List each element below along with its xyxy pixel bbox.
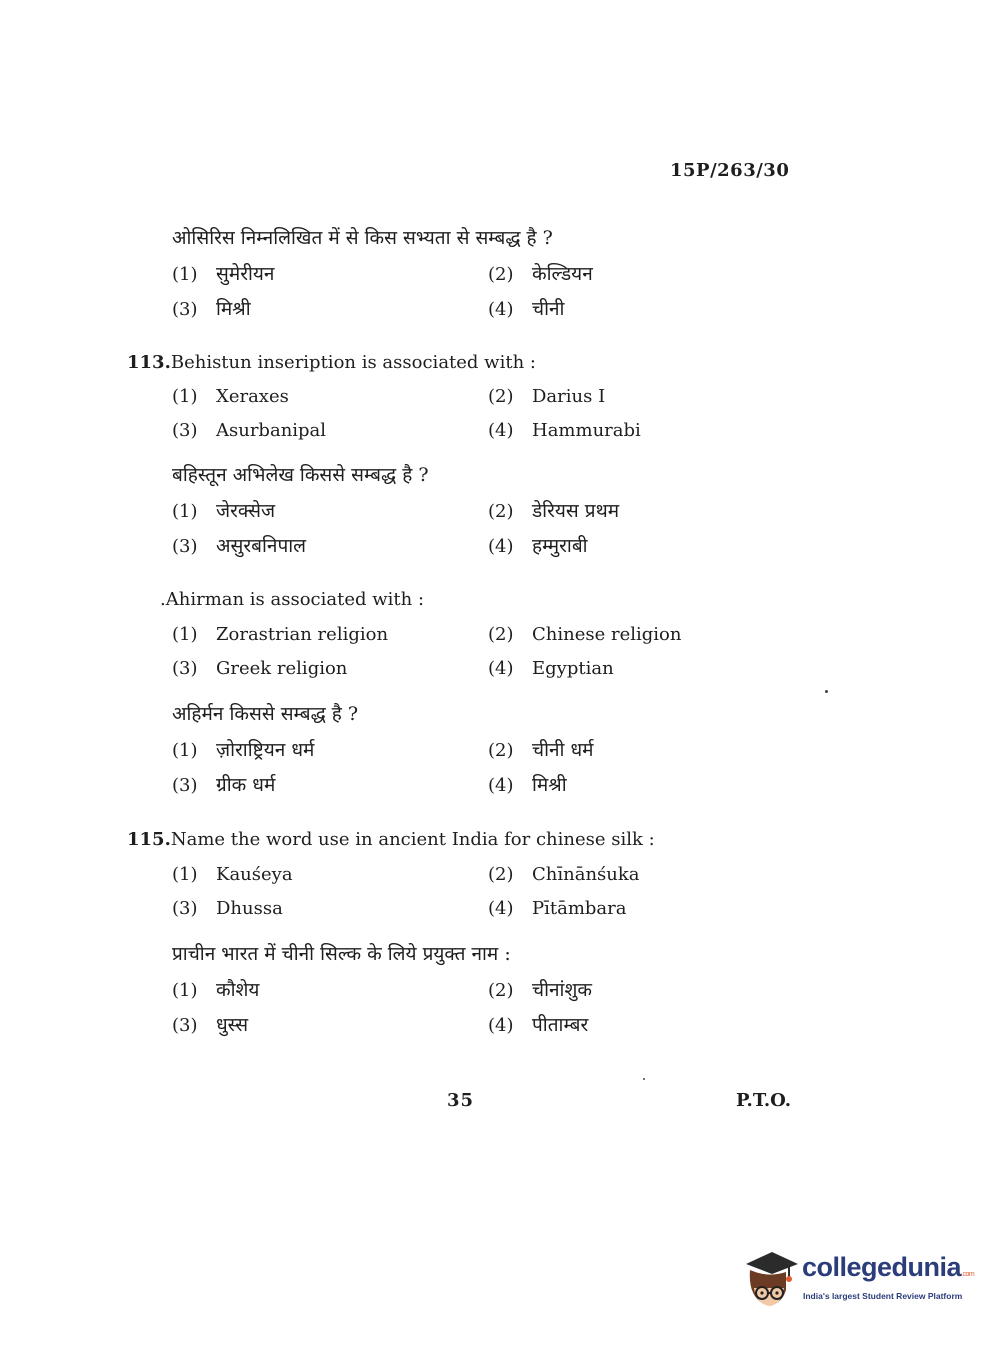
collegedunia-watermark bbox=[742, 1248, 975, 1314]
q114-hindi-option-4: (4) मिश्री bbox=[488, 774, 567, 796]
q115-hindi-option-3: (3) धुस्स bbox=[172, 1014, 249, 1036]
q114-hindi-question: अहिर्मन किससे सम्बद्ध है ? bbox=[172, 703, 359, 725]
brand-tagline: India's largest Student Review Platform bbox=[803, 1291, 963, 1301]
q115-question: 115.Name the word use in ancient India for chinese silk : bbox=[127, 829, 655, 850]
q112-hindi-option-3: (3) मिश्री bbox=[172, 298, 251, 320]
brand-name: collegedunia.com bbox=[802, 1252, 975, 1282]
q112-hindi-option-2: (2) केल्डियन bbox=[488, 263, 593, 285]
q115-hindi-option-4: (4) पीताम्बर bbox=[488, 1014, 589, 1036]
q115-hindi-option-2: (2) चीनांशुक bbox=[488, 979, 592, 1001]
q114-hindi-option-2: (2) चीनी धर्म bbox=[488, 739, 594, 761]
q114-option-3: (3) Greek religion bbox=[172, 658, 348, 679]
scan-speck bbox=[643, 1078, 645, 1080]
q112-hindi-option-1: (1) सुमेरीयन bbox=[172, 263, 275, 285]
q115-option-4: (4) Pītāmbara bbox=[488, 898, 627, 919]
q113-hindi-question: बहिस्तून अभिलेख किससे सम्बद्ध है ? bbox=[172, 464, 429, 486]
q114-question: .Ahirman is associated with : bbox=[160, 589, 425, 610]
q115-option-2: (2) Chīnānśuka bbox=[488, 864, 640, 885]
q114-hindi-option-1: (1) ज़ोराष्ट्रियन धर्म bbox=[172, 739, 315, 761]
q113-option-3: (3) Asurbanipal bbox=[172, 420, 327, 441]
page-number: 35 bbox=[447, 1090, 475, 1111]
q114-option-4: (4) Egyptian bbox=[488, 658, 614, 679]
q112-hindi-option-4: (4) चीनी bbox=[488, 298, 565, 320]
paper-code: 15P/263/30 bbox=[670, 160, 790, 181]
q113-option-4: (4) Hammurabi bbox=[488, 420, 641, 441]
q113-question: 113.Behistun inseription is associated with : bbox=[127, 352, 536, 373]
q115-hindi-question: प्राचीन भारत में चीनी सिल्क के लिये प्रयुक्त नाम : bbox=[172, 943, 511, 965]
pto-label: P.T.O. bbox=[736, 1090, 792, 1111]
q113-hindi-option-3: (3) असुरबनिपाल bbox=[172, 535, 307, 557]
q113-option-2: (2) Darius I bbox=[488, 386, 606, 407]
mascot-logo-icon bbox=[742, 1248, 800, 1310]
q115-option-1: (1) Kauśeya bbox=[172, 864, 293, 885]
q114-option-1: (1) Zorastrian religion bbox=[172, 624, 389, 645]
q114-hindi-option-3: (3) ग्रीक धर्म bbox=[172, 774, 276, 796]
q114-option-2: (2) Chinese religion bbox=[488, 624, 682, 645]
q113-hindi-option-1: (1) जेरक्सेज bbox=[172, 500, 276, 522]
q113-option-1: (1) Xeraxes bbox=[172, 386, 289, 407]
scan-speck bbox=[825, 690, 828, 693]
q113-hindi-option-4: (4) हम्मुराबी bbox=[488, 535, 588, 557]
q112-hindi-question: ओसिरिस निम्नलिखित में से किस सभ्यता से सम्बद्ध है ? bbox=[172, 227, 553, 249]
q113-hindi-option-2: (2) डेरियस प्रथम bbox=[488, 500, 620, 522]
q115-option-3: (3) Dhussa bbox=[172, 898, 283, 919]
q115-hindi-option-1: (1) कौशेय bbox=[172, 979, 260, 1001]
